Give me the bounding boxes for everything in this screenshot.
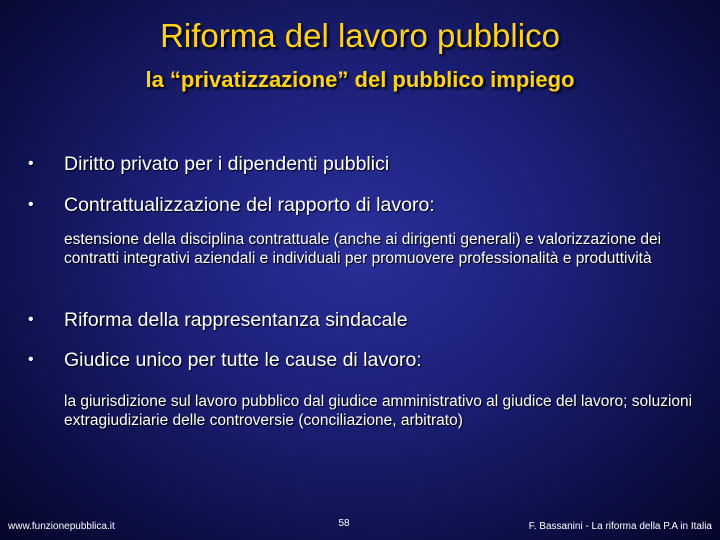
bullet-item xyxy=(28,153,389,176)
bullet-item xyxy=(28,349,422,372)
bullet-item xyxy=(28,194,435,217)
bullet-detail: la giurisdizione sul lavoro pubblico dal giudice amministrativo al giudice del lavoro; soluzioni extragiudiziarie delle controversie (conciliazione, arbitrato) xyxy=(64,393,693,430)
bullet-text: Contrattualizzazione del rapporto di lavoro: xyxy=(64,194,435,216)
bullet-text: Diritto privato per i dipendenti pubblici xyxy=(64,153,390,175)
footer-website: www.funzionepubblica.it xyxy=(8,521,115,532)
bullet-detail: estensione della disciplina contrattuale (anche ai dirigenti generali) e valorizzazione dei contratti integrativi aziendali e individuali per promuovere professionalità e produttività xyxy=(64,231,662,268)
bullet-marker: • xyxy=(28,196,34,213)
slide-title: Riforma del lavoro pubblico xyxy=(160,17,560,54)
bullet-item xyxy=(28,309,408,332)
bullet-marker: • xyxy=(28,351,34,368)
page-number: 58 xyxy=(338,518,350,529)
bullet-marker: • xyxy=(28,155,34,172)
bullet-text: Riforma della rappresentanza sindacale xyxy=(64,309,408,331)
bullet-text: Giudice unico per tutte le cause di lavoro: xyxy=(64,349,422,371)
bullet-marker: • xyxy=(28,311,34,328)
slide-subtitle: la “privatizzazione” del pubblico impiego xyxy=(145,67,575,92)
footer-credit: F. Bassanini - La riforma della P.A in Italia xyxy=(528,521,712,532)
